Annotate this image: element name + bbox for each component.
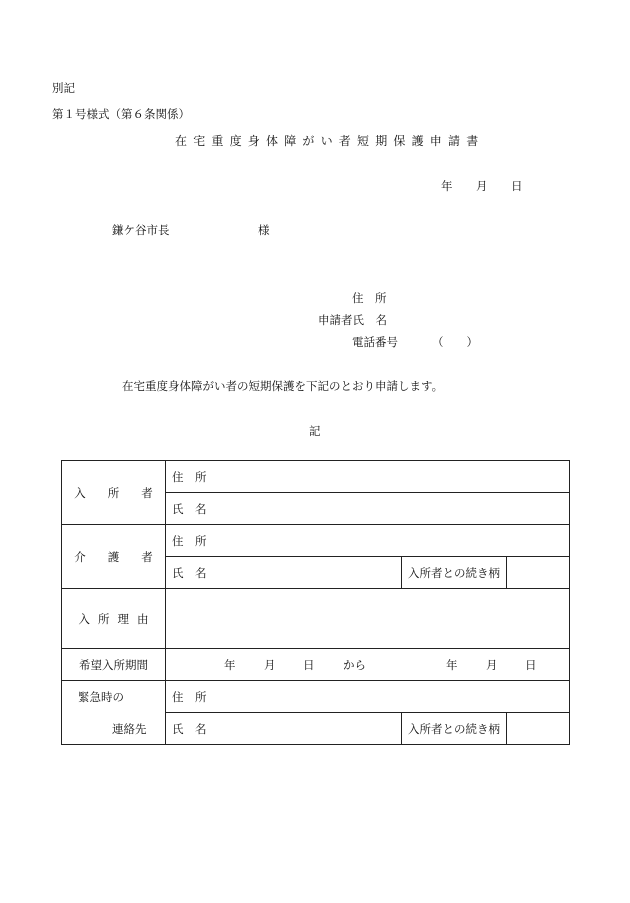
caregiver-name-cell[interactable] [166,557,402,589]
period-end-year: 年 [446,658,458,672]
caregiver-address-cell[interactable] [166,525,570,557]
applicant-address-label: 住 所 [352,291,387,305]
applicant-phone-paren: （ ） [432,335,478,349]
caregiver-label: 介護者 [74,549,175,564]
reason-label: 入所理由 [78,611,157,626]
caregiver-address-label: 住 所 [172,533,207,548]
emergency-label-2: 連絡先 [112,722,147,736]
entrant-label: 入所者 [74,485,175,500]
period-end-day: 日 [525,658,537,672]
application-table [61,460,570,745]
caregiver-relation-label-cell [402,557,507,589]
period-label: 希望入所期間 [79,657,148,672]
date-month: 月 [476,179,488,193]
entrant-address-label: 住 所 [172,469,207,484]
entrant-address-cell[interactable] [166,461,570,493]
body-text: 在宅重度身体障がい者の短期保護を下記のとおり申請します。 [122,379,444,393]
reason-label-cell [62,589,166,649]
caregiver-name-label: 氏 名 [172,565,207,580]
applicant-name-label: 申請者氏 名 [318,313,387,327]
form-number: 第１号様式（第６条関係） [52,107,190,121]
period-from: から [343,658,366,672]
addressee-honorific: 様 [258,223,270,237]
emergency-relation-cell[interactable] [507,713,570,745]
period-end-month: 月 [486,658,498,672]
appendix-label: 別記 [52,81,75,95]
caregiver-label-cell [62,525,175,589]
caregiver-relation-cell[interactable] [507,557,570,589]
date-day: 日 [511,179,523,193]
caregiver-relation-label: 入所者との続き柄 [408,565,500,580]
emergency-address-cell[interactable] [166,681,570,713]
emergency-name-cell[interactable] [166,713,402,745]
emergency-relation-label-cell [402,713,507,745]
date-year: 年 [441,179,453,193]
page-title: 在宅重度身体障がい者短期保護申請書 [175,134,485,148]
emergency-relation-label: 入所者との続き柄 [408,721,500,736]
reason-cell[interactable] [166,589,570,649]
entrant-name-cell[interactable] [166,493,570,525]
ki-label: 記 [309,424,321,438]
addressee-name: 鎌ケ谷市長 [112,223,170,237]
entrant-label-cell [62,461,175,525]
period-label-cell [62,649,166,681]
emergency-label-1: 緊急時の [78,690,124,704]
emergency-name-label: 氏 名 [172,721,207,736]
period-start-year: 年 [224,658,236,672]
applicant-phone-label: 電話番号 [352,335,398,349]
emergency-label-cell [62,681,166,745]
period-start-month: 月 [264,658,276,672]
period-start-day: 日 [303,658,315,672]
entrant-name-label: 氏 名 [172,501,207,516]
emergency-address-label: 住 所 [172,689,207,704]
period-cell[interactable] [166,649,570,681]
